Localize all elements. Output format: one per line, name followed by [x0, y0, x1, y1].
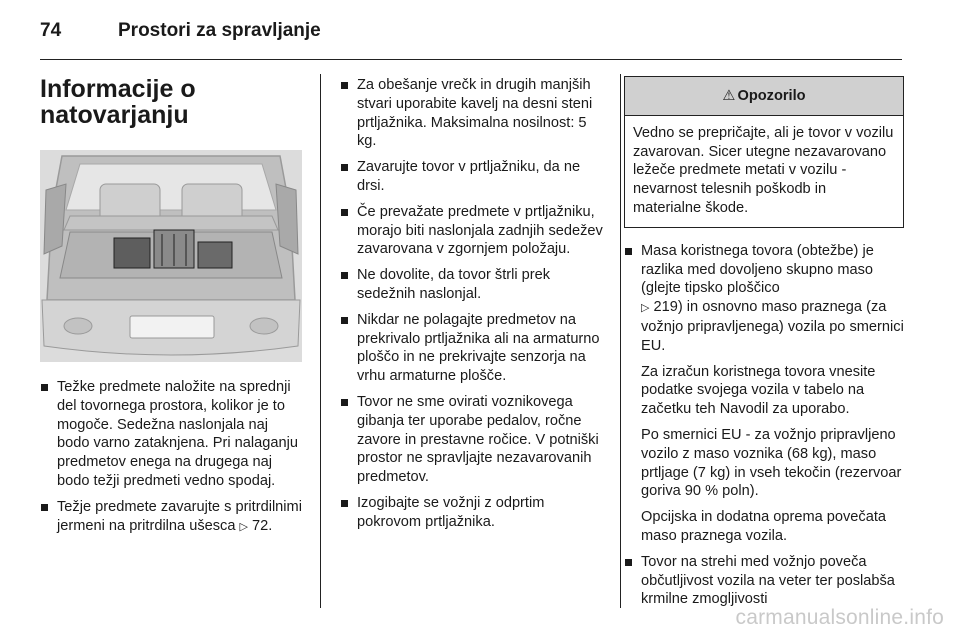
column-divider-1 — [320, 74, 321, 608]
page-reference[interactable]: 72. — [252, 517, 273, 534]
bullet-text: Masa koristnega tovora (obtežbe) je razlika med dovoljeno skupno maso (glejte tipsko ploščico — [641, 242, 874, 297]
bullet-text-cont: 219) in osnovno maso praznega (za vožnjo pripravljenega) vozila po smernici EU. — [641, 299, 904, 354]
list-item: Težke predmete naložite na sprednji del tovornega prostora, kolikor je to mogoče. Sedežna naslonjala naj bodo varno zataknjena. Pri nalaganju predmetov enega na drugega naj bodo težji predmeti vedno spodaj. — [40, 378, 302, 491]
bullet-text: Težje predmete zavarujte s pritrdilnimi jermeni na pritrdilna ušesca — [57, 498, 302, 534]
section-title: Informacije o natovarjanju — [40, 75, 196, 129]
warning-icon: ⚠ — [722, 88, 736, 104]
warning-box — [624, 76, 904, 228]
header-rule — [40, 59, 902, 60]
paragraph: Po smernici EU - za vožnjo pripravljeno vozilo z maso voznika (68 kg), maso prtljage (7 kg) in vseh tekočin (rezervoar goriva 90 % poln). — [641, 426, 902, 500]
column-2 — [340, 76, 605, 539]
warning-title: Opozorilo — [737, 88, 806, 104]
page-reference-icon: ▷ — [239, 520, 248, 533]
warning-header — [625, 77, 903, 116]
list-item: Zavarujte tovor v prtljažniku, da ne drsi. — [340, 158, 605, 196]
list-item: Nikdar ne polagajte predmetov na prekrivalo prtljažnika ali na armaturno ploščo in ne prekrivajte senzorja na vrhu armaturne plošče. — [340, 311, 605, 386]
page-reference-icon: ▷ — [641, 302, 650, 315]
warning-text: Vedno se prepričajte, ali je tovor v vozilu zavarovan. Sicer utegne nezavarovano ležeče predmete metati v vozilu - nevarnost telesnih poškodb in materialne škode. — [633, 124, 894, 216]
paragraph: Za izračun koristnega tovora vnesite podatke svojega vozila v tabelo na začetku teh Navodil za uporabo. — [641, 363, 876, 418]
watermark: carmanualsonline.info — [735, 606, 944, 629]
column-3 — [624, 76, 904, 616]
list-item — [40, 498, 302, 537]
running-title: Prostori za spravljanje — [118, 20, 321, 41]
list-item: Ne dovolite, da tovor štrli prek sedežnih naslonjal. — [340, 266, 605, 304]
list-item: Tovor na strehi med vožnjo poveča občutljivost vozila na veter ter poslabša krmilne zmogljivosti — [624, 553, 904, 609]
list-item: Za obešanje vrečk in drugih manjših stvari uporabite kavelj na desni steni prtljažnika. Maksimalna nosilnost: 5 kg. — [340, 76, 605, 151]
list-item — [624, 242, 904, 356]
list-item: Tovor ne sme ovirati voznikovega gibanja ter uporabe pedalov, ročne zavore in prestavne ročice. V potniški prostor ne spravljajte nezavarovanih predmetov. — [340, 393, 605, 487]
list-item: Če prevažate predmete v prtljažniku, morajo biti naslonjala zadnjih sedežev zavarovana v zgornjem položaju. — [340, 203, 605, 259]
paragraph: Opcijska in dodatna oprema povečata maso praznega vozila. — [641, 509, 887, 544]
page-number: 74 — [40, 20, 62, 41]
column-1 — [40, 76, 302, 543]
list-item: Izogibajte se vožnji z odprtim pokrovom prtljažnika. — [340, 494, 605, 532]
column-divider-2 — [620, 74, 621, 608]
car-rear-loading-illustration — [40, 150, 302, 362]
